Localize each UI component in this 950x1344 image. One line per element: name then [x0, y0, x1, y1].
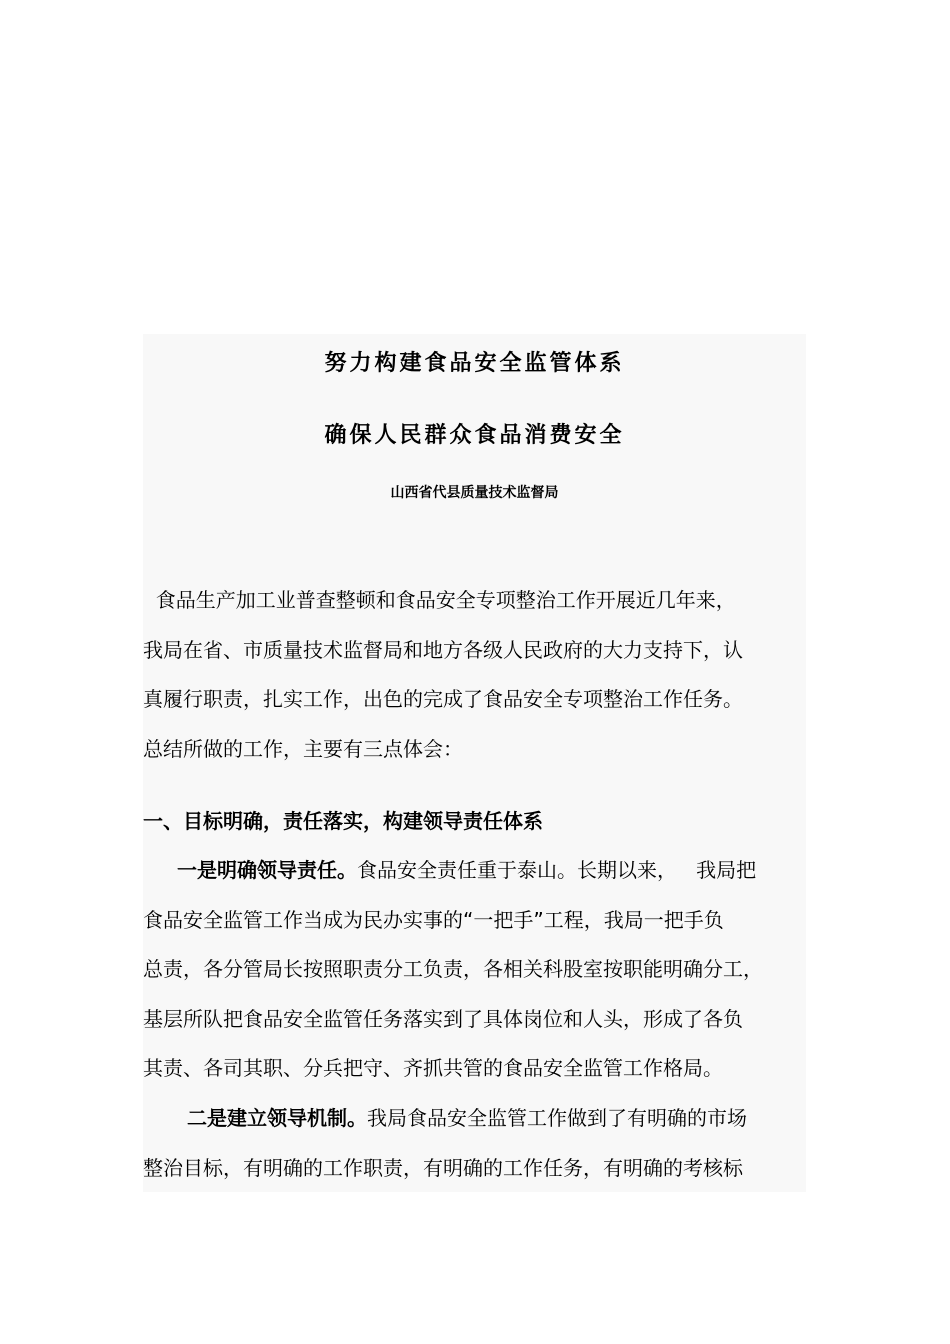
paragraph-line: 整治目标，有明确的工作职责，有明确的工作任务，有明确的考核标: [143, 1155, 743, 1180]
intro-paragraph: [143, 576, 806, 774]
point-one-paragraph: [143, 846, 806, 1094]
paragraph-line: 其责、各司其职、分兵把守、齐抓共管的食品安全监管工作格局。: [143, 1056, 723, 1080]
document-title-line-1: 努力构建食品安全监管体系: [324, 350, 625, 376]
intro-line: 总结所做的工作，主要有三点体会：: [143, 736, 463, 761]
paragraph-line: 基层所队把食品安全监管任务落实到了具体岗位和人头，形成了各负: [143, 1006, 743, 1031]
point-two-text: 我局食品安全监管工作做到了有明确的市场: [367, 1106, 747, 1130]
document-title-line-2: 确保人民群众食品消费安全: [324, 422, 625, 448]
intro-line: 真履行职责，扎实工作，出色的完成了食品安全专项整治工作任务。: [143, 687, 743, 711]
intro-line: 食品生产加工业普查整顿和食品安全专项整治工作开展近几年来，: [143, 588, 736, 612]
paragraph-line: 总责，各分管局长按照职责分工负责，各相关科股室按职能明确分工，: [143, 957, 763, 981]
section-heading: 一、目标明确，责任落实，构建领导责任体系: [143, 809, 543, 833]
author-organization: 山西省代县质量技术监督局: [390, 485, 559, 501]
paragraph-line: 食品安全监管工作当成为民办实事的“一把手”工程，我局一把手负: [143, 907, 724, 932]
point-one-text: 食品安全责任重于泰山。长期以来， 我局把: [357, 858, 757, 882]
paragraph-line: [143, 846, 806, 896]
document-page: [143, 334, 806, 1192]
point-two-paragraph: [143, 1094, 806, 1192]
paragraph-line: [143, 1094, 806, 1144]
point-two-lead: 二是建立领导机制。: [187, 1106, 367, 1130]
point-one-lead: 一是明确领导责任。: [177, 858, 357, 882]
intro-line: 我局在省、市质量技术监督局和地方各级人民政府的大力支持下，认: [143, 637, 743, 662]
